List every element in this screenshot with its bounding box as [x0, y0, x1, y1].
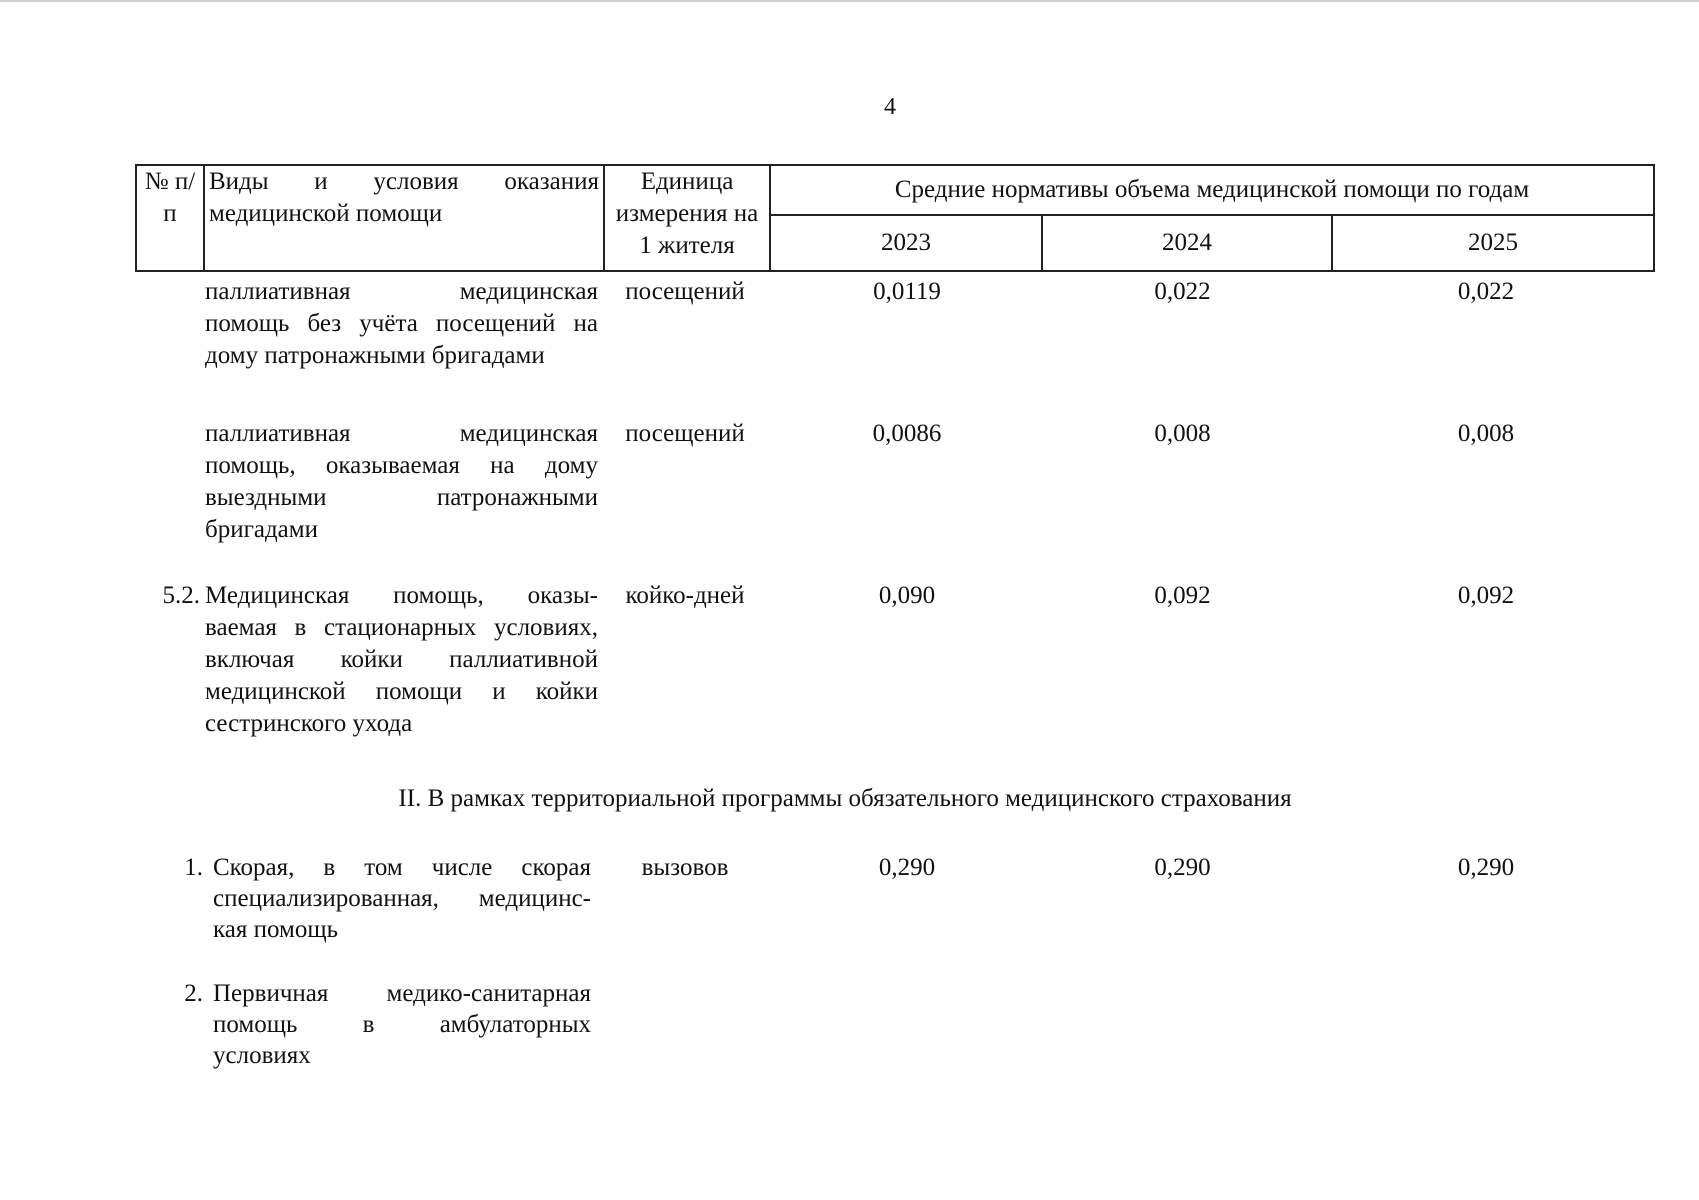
- row-type: [205, 418, 598, 546]
- row-type-line: дому патронажными бригадами: [205, 342, 545, 369]
- row-type-line: Первичная медико-санитарная: [213, 980, 591, 1007]
- row-value-2023: 0,090: [878, 582, 936, 609]
- row-num: 2.: [184, 980, 203, 1007]
- row-type-line: помощь, оказываемая на дому: [205, 452, 598, 479]
- row-type: [205, 580, 598, 740]
- header-year-2023: 2023: [770, 215, 1042, 271]
- row-type-line: паллиативная медицинская: [205, 278, 598, 305]
- row-value-2025: 0,008: [1457, 420, 1515, 447]
- row-type-line: Скорая, в том числе скорая: [213, 854, 591, 881]
- row-type-line: кая помощь: [213, 916, 338, 943]
- row-unit: койко-дней: [625, 582, 745, 609]
- header-type: [204, 165, 604, 271]
- row-value-2023: 0,0086: [872, 420, 942, 447]
- row-num: 1.: [184, 854, 203, 881]
- row-num: 5.2.: [162, 582, 200, 609]
- header-type-line2: медицинской помощи: [209, 200, 443, 227]
- row-type-line: Медицинская помощь, оказы-: [205, 582, 598, 609]
- header-year-2024: 2024: [1042, 215, 1332, 271]
- row-type: [213, 978, 591, 1071]
- row-type-line: помощь без учёта посещений на: [205, 310, 598, 337]
- row-type-line: условиях: [213, 1042, 311, 1069]
- row-unit: посещений: [625, 420, 745, 447]
- row-value-2025: 0,290: [1457, 854, 1515, 881]
- row-type-line: помощь в амбулаторных: [213, 1011, 591, 1038]
- header-unit: Единица измерения на 1 жителя: [604, 165, 770, 271]
- page-top-edge: [0, 0, 1699, 2]
- row-value-2024: 0,022: [1154, 278, 1211, 305]
- row-value-2024: 0,290: [1154, 854, 1211, 881]
- row-value-2025: 0,022: [1457, 278, 1515, 305]
- header-type-line1: Виды и условия оказания: [209, 168, 599, 195]
- header-year-2025: 2025: [1332, 215, 1654, 271]
- row-value-2023: 0,290: [878, 854, 936, 881]
- row-type-line: сестринского ухода: [205, 710, 413, 737]
- section-title: II. В рамках территориальной программы обязательного медицинского страхования: [398, 785, 1292, 812]
- row-type-line: ваемая в стационарных условиях,: [205, 614, 598, 641]
- norms-table-header: [135, 164, 1655, 272]
- row-unit: вызовов: [641, 854, 729, 881]
- page-number: 4: [884, 94, 896, 120]
- header-group: Средние нормативы объема медицинской помощи по годам: [770, 165, 1654, 215]
- row-type-line: специализированная, медицинс-: [213, 885, 591, 912]
- row-type-line: включая койки паллиативной: [205, 646, 598, 673]
- row-unit: посещений: [625, 278, 745, 305]
- row-type-line: паллиативная медицинская: [205, 420, 598, 447]
- row-value-2023: 0,0119: [873, 278, 941, 305]
- row-type-line: бригадами: [205, 516, 318, 543]
- row-value-2024: 0,008: [1154, 420, 1211, 447]
- row-type-line: выездными патронажными: [205, 484, 598, 511]
- row-type: [213, 852, 591, 945]
- header-num: № п/п: [136, 165, 204, 271]
- row-value-2024: 0,092: [1154, 582, 1211, 609]
- row-value-2025: 0,092: [1457, 582, 1515, 609]
- row-type: [205, 276, 598, 372]
- row-type-line: медицинской помощи и койки: [205, 678, 598, 705]
